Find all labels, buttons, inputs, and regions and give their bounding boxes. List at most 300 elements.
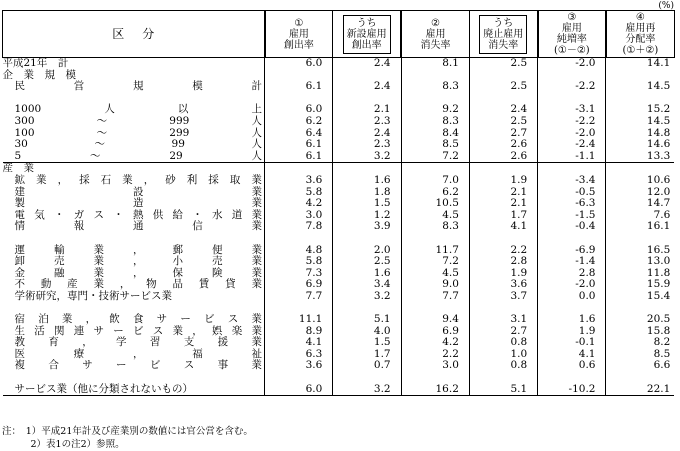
row-label-part: 5	[14, 149, 22, 162]
value-cell-col-5: 4.1	[538, 349, 606, 361]
header-col-5-line3: (①－②)	[553, 45, 590, 56]
value-cell-col-2: 3.2	[333, 291, 401, 303]
value-cell-col-4: 2.5	[469, 116, 537, 128]
row-label-char: ，	[133, 255, 144, 268]
row-label	[3, 233, 265, 245]
value-cell-col-4: 0.8	[469, 337, 537, 349]
value-cell-col-6: 13.0	[646, 255, 671, 268]
table-row	[3, 210, 675, 222]
row-label-part: 以	[177, 103, 189, 116]
value-cell-col-3: 8.3	[401, 221, 469, 233]
row-label-char: 民	[14, 80, 25, 93]
value-cell-col-4: 1.9	[469, 175, 537, 187]
row-label	[3, 151, 265, 163]
value-cell-col-5: -1.1	[538, 151, 606, 163]
row-label-char: 電	[14, 208, 25, 221]
row-label-char: 規	[133, 80, 144, 93]
value-cell-col-4: 2.5	[469, 58, 537, 70]
row-label-char: 採	[208, 173, 219, 186]
value-cell-col-1: 6.3	[265, 349, 333, 361]
value-cell-col-6: 14.5	[646, 114, 671, 127]
value-cell-col-6: 14.7	[646, 197, 671, 210]
value-cell-col-5: -2.2	[538, 81, 606, 93]
value-cell-col-3: 7.2	[401, 256, 469, 268]
row-label-char: 供	[152, 208, 164, 221]
value-cell-col-4: 1.0	[469, 349, 537, 361]
row-label-char: 泊	[38, 313, 49, 326]
header-col-5	[538, 11, 606, 58]
row-label-text	[3, 360, 265, 372]
value-cell-col-1: 4.1	[265, 337, 333, 349]
row-label-char: 石	[100, 173, 112, 186]
table-row	[3, 187, 675, 199]
header-col-4-frame	[479, 15, 527, 54]
row-label-char: 品	[172, 278, 183, 291]
table-row	[3, 349, 675, 361]
row-label-text: サービス業（他に分類されないもの）	[14, 382, 193, 395]
header-col-3	[401, 11, 469, 58]
value-cell-col-1	[265, 233, 333, 245]
blank-row	[3, 372, 675, 384]
row-label	[3, 128, 265, 140]
value-cell-col-2: 1.5	[333, 337, 401, 349]
value-cell-col-1: 5.8	[265, 187, 333, 199]
row-label-char: 業	[93, 266, 104, 279]
header-col-3-line1: 雇用	[425, 28, 446, 40]
value-cell-col-2: 2.4	[333, 58, 401, 70]
value-cell-col-2: 2.5	[333, 256, 401, 268]
row-label-text	[3, 221, 265, 233]
row-label-char: 信	[192, 220, 203, 233]
row-label-char: 飲	[109, 313, 120, 326]
value-cell-col-4: 2.4	[469, 104, 537, 116]
row-label-char: 運	[14, 243, 25, 256]
row-label-char: 業	[251, 173, 262, 186]
value-cell-col-3	[401, 163, 469, 175]
value-cell-col-6: 7.6	[653, 208, 671, 221]
value-cell-col-3: 4.5	[401, 210, 469, 222]
value-cell-col-4: 2.2	[469, 245, 537, 257]
table-row	[3, 116, 675, 128]
note-1: 注： 1）平成21年計及び産業別の数値には官公営を含む。	[2, 426, 253, 437]
value-cell-col-3: 10.5	[401, 198, 469, 210]
row-label-part: 30	[14, 138, 28, 151]
value-cell-col-3: 4.5	[401, 268, 469, 280]
value-cell-col-1: 3.0	[265, 210, 333, 222]
row-label-char: 小	[172, 255, 183, 268]
value-cell-col-3	[401, 93, 469, 105]
row-label-char: 動	[40, 278, 52, 291]
header-col-1-line2: 創出率	[283, 39, 314, 51]
value-cell-col-2: 2.3	[333, 139, 401, 151]
header-col-6-line1: 雇用再	[625, 23, 656, 34]
row-label-char: 卸	[14, 255, 25, 268]
value-cell-col-5: -6.9	[538, 245, 606, 257]
row-label-char: ビ	[149, 359, 161, 372]
row-label-char: 楽	[231, 324, 243, 337]
value-cell-col-5: -3.4	[538, 175, 606, 187]
row-label-char: 通	[133, 220, 144, 233]
row-label-text	[3, 128, 265, 140]
row-label-char: 営	[73, 80, 85, 93]
row-label	[3, 372, 265, 384]
value-cell-col-4: 2.6	[469, 151, 537, 163]
row-label-text	[3, 175, 265, 187]
row-label-part: 人	[251, 114, 262, 127]
value-cell-col-4	[469, 302, 537, 314]
value-cell-col-1: 6.4	[265, 128, 333, 140]
value-cell-col-3: 8.3	[401, 81, 469, 93]
header-col-2-line1: うち	[356, 17, 377, 29]
row-label-char: 業	[251, 185, 262, 198]
header-col-1	[265, 11, 333, 58]
value-cell-col-5	[538, 70, 606, 82]
value-cell-col-4: 2.7	[469, 326, 537, 338]
value-cell-col-5: 1.6	[538, 314, 606, 326]
row-label-char: 造	[133, 197, 144, 210]
row-label-part: ～	[94, 138, 105, 151]
row-label-char: ，	[57, 173, 69, 186]
row-label-char: 業	[61, 313, 73, 326]
blank-row	[3, 93, 675, 105]
row-label	[3, 256, 265, 268]
value-cell-col-6	[606, 233, 674, 245]
header-col-6-line2: 分配率	[625, 34, 656, 45]
row-label-char: 業	[251, 243, 262, 256]
header-col-2-line2: 新設雇用	[346, 28, 387, 40]
value-cell-col-1: 8.9	[265, 326, 333, 338]
value-cell-col-6: 11.8	[646, 266, 671, 279]
value-cell-col-1: 4.2	[265, 198, 333, 210]
row-label	[3, 291, 265, 303]
value-cell-col-2	[333, 372, 401, 384]
header-label: 区分	[3, 11, 265, 58]
row-label-char: 教	[14, 336, 25, 349]
header-col-1-num: ①	[294, 17, 304, 29]
unit-label: (%)	[658, 1, 674, 11]
row-label-char: 便	[212, 243, 223, 256]
row-label-part: 1000	[14, 103, 42, 116]
row-label-char: 給	[172, 208, 183, 221]
value-cell-col-2: 1.2	[333, 210, 401, 222]
value-cell-col-6: 14.1	[646, 57, 671, 69]
value-cell-col-1	[265, 70, 333, 82]
row-label-text	[3, 151, 265, 163]
row-label-char: 業	[251, 266, 262, 279]
value-cell-col-2: 3.2	[333, 151, 401, 163]
value-cell-col-6: 16.1	[646, 220, 671, 233]
value-cell-col-1: 6.9	[265, 279, 333, 291]
value-cell-col-1: 6.1	[265, 139, 333, 151]
value-cell-col-3: 11.7	[401, 245, 469, 257]
row-label-char: 業	[122, 173, 133, 186]
value-cell-col-1: 4.8	[265, 245, 333, 257]
row-label-char: 業	[251, 359, 262, 372]
row-label-text: 企 業 規 模	[2, 68, 76, 81]
row-label-char: ス	[152, 324, 164, 337]
value-cell-col-5: -0.5	[538, 187, 606, 199]
row-label-char: 郵	[172, 243, 183, 256]
value-cell-col-2: 1.6	[333, 268, 401, 280]
row-label-char: 利	[186, 173, 198, 186]
value-cell-col-5: -2.0	[538, 279, 606, 291]
row-label-part: 上	[251, 103, 262, 116]
row-label-char: 医	[14, 347, 25, 360]
row-label-part: 人	[104, 103, 115, 116]
value-cell-col-5: -0.4	[538, 221, 606, 233]
table-row	[3, 291, 675, 303]
value-cell-col-3: 4.2	[401, 337, 469, 349]
row-label-char: 製	[14, 197, 25, 210]
row-label-text: 平成21年 計	[2, 57, 69, 69]
row-label	[3, 360, 265, 372]
row-label-char: サ	[93, 324, 104, 337]
header-col-5-line2: 純増率	[556, 34, 587, 45]
row-label-char: ス	[227, 313, 239, 326]
value-cell-col-4	[469, 93, 537, 105]
row-label-char: ・	[113, 208, 124, 221]
value-cell-col-6: 22.1	[606, 384, 674, 396]
row-label-char: 食	[132, 313, 144, 326]
row-label-char: 娯	[212, 324, 223, 337]
row-label-char: 業	[251, 220, 262, 233]
table-row	[3, 337, 675, 349]
row-label-char: 賃	[198, 278, 210, 291]
row-label-char: サ	[82, 359, 93, 372]
row-label-char: 保	[172, 266, 183, 279]
value-cell-col-5: 0.0	[538, 291, 606, 303]
row-label-char: ビ	[204, 313, 215, 326]
row-label-char: ス	[93, 208, 104, 221]
value-cell-col-4: 2.6	[469, 139, 537, 151]
header-col-4-line2: 廃止雇用	[483, 28, 524, 40]
row-label-char: 熱	[133, 208, 144, 221]
value-cell-col-1: 6.0	[265, 104, 333, 116]
row-label-part: 人	[251, 138, 262, 151]
row-label-char: 業	[93, 243, 104, 256]
value-cell-col-4	[469, 70, 537, 82]
row-label-char: 輸	[54, 243, 65, 256]
value-cell-col-6: 14.8	[646, 126, 671, 139]
header-col-3-line2: 消失率	[420, 39, 451, 51]
value-cell-col-4: 2.8	[469, 256, 537, 268]
row-label	[3, 81, 265, 93]
value-cell-col-4: 2.7	[469, 128, 537, 140]
row-label-text	[3, 116, 265, 128]
row-label-char: ，	[82, 336, 93, 349]
row-label-text	[3, 104, 265, 116]
value-cell-col-3: 6.9	[401, 326, 469, 338]
header-col-6-num: ④	[635, 12, 645, 23]
row-label-char: 計	[251, 80, 262, 93]
value-cell-col-5: -2.0	[538, 128, 606, 140]
row-label-char: 設	[133, 185, 144, 198]
row-label-part: 300	[14, 114, 35, 127]
value-cell-col-5	[538, 233, 606, 245]
value-cell-col-3: 9.0	[401, 279, 469, 291]
value-cell-col-6: 13.3	[646, 149, 671, 162]
row-label-char: 砂	[165, 173, 176, 186]
value-cell-col-3: 8.3	[401, 116, 469, 128]
value-cell-col-5: -3.1	[538, 104, 606, 116]
value-cell-col-5: -2.0	[538, 58, 606, 70]
value-cell-col-2: 1.5	[333, 198, 401, 210]
value-cell-col-6: 15.4	[646, 289, 671, 302]
row-label-part: 100	[14, 126, 35, 139]
table-row	[3, 326, 675, 338]
row-label-char: 支	[183, 336, 195, 349]
header-col-4	[469, 11, 537, 58]
value-cell-col-5: 2.8	[538, 268, 606, 280]
value-cell-col-6: 14.5	[646, 80, 671, 93]
table-row	[3, 70, 675, 82]
header-col-5-line1: 雇用	[561, 23, 582, 34]
table-row	[3, 221, 675, 233]
value-cell-col-2: 5.1	[333, 314, 401, 326]
value-cell-col-6: 15.9	[646, 278, 671, 291]
value-cell-col-3: 2.2	[401, 349, 469, 361]
value-cell-col-4: 2.1	[469, 198, 537, 210]
value-cell-col-6: 15.2	[646, 103, 671, 116]
row-label	[3, 314, 265, 326]
row-label-char: 業	[251, 197, 262, 210]
row-label-char: 合	[48, 359, 59, 372]
value-cell-col-3: 8.4	[401, 128, 469, 140]
row-label-part: ～	[96, 126, 108, 139]
header-col-2-line3: 創出率	[351, 39, 382, 51]
value-cell-col-1: 5.8	[265, 256, 333, 268]
row-label-part: 人	[251, 149, 262, 162]
row-label-char: 祉	[251, 347, 262, 360]
value-cell-col-1	[265, 163, 333, 175]
data-table	[2, 10, 675, 396]
row-label-char: ー	[116, 359, 127, 372]
row-label-char: 業	[251, 313, 262, 326]
value-cell-col-2: 4.0	[333, 326, 401, 338]
blank-row	[3, 233, 675, 245]
row-label-char: ，	[192, 324, 203, 337]
row-label-part: 人	[251, 126, 262, 139]
value-cell-col-5: -0.1	[538, 337, 606, 349]
value-cell-col-1: 6.1	[265, 151, 333, 163]
row-label	[3, 104, 265, 116]
table-row	[3, 198, 675, 210]
row-label-char: 複	[14, 359, 25, 372]
value-cell-col-1: 7.8	[265, 221, 333, 233]
row-label-char: 業	[93, 278, 104, 291]
row-label-char: 物	[146, 278, 157, 291]
value-cell-col-3	[401, 70, 469, 82]
row-label-char: 援	[217, 336, 229, 349]
value-cell-col-3: 6.2	[401, 187, 469, 199]
value-cell-col-6: 20.5	[646, 313, 671, 326]
value-cell-col-2: 3.4	[333, 279, 401, 291]
row-label-char: 売	[212, 255, 223, 268]
row-label-text: 学術研究，専門・技術サービス業	[14, 289, 172, 302]
row-label-char: 取	[229, 173, 241, 186]
value-cell-col-1: 6.0	[265, 384, 333, 396]
value-cell-col-4: 5.1	[469, 384, 537, 396]
row-label-char: 水	[212, 208, 223, 221]
header-col-2	[333, 11, 401, 58]
row-label-char: 関	[54, 324, 65, 337]
value-cell-col-3: 7.2	[401, 151, 469, 163]
row-label-char: 業	[251, 208, 262, 221]
value-cell-col-6: 16.5	[646, 243, 671, 256]
value-cell-col-6: 8.2	[653, 336, 671, 349]
row-label-char: 業	[251, 336, 262, 349]
value-cell-col-6	[606, 372, 674, 384]
value-cell-col-2: 1.7	[333, 349, 401, 361]
row-label-char: 生	[14, 324, 25, 337]
value-cell-col-1: 6.1	[265, 81, 333, 93]
row-label-part: 29	[169, 149, 183, 162]
row-label-char: ，	[119, 278, 131, 291]
table-row	[3, 360, 675, 372]
value-cell-col-5: -10.2	[538, 384, 606, 396]
header-col-3-num: ②	[431, 17, 440, 29]
row-label-char: 建	[14, 185, 25, 198]
row-label-char: ガ	[73, 208, 85, 221]
row-label-char: 道	[231, 208, 243, 221]
row-label-char: ー	[180, 313, 191, 326]
header-col-1-line1: 雇用	[288, 28, 309, 40]
value-cell-col-1: 11.1	[265, 314, 333, 326]
value-cell-col-3	[401, 372, 469, 384]
row-label-char: 業	[251, 324, 262, 337]
value-cell-col-4: 2.1	[469, 187, 537, 199]
row-label-char: 情	[14, 220, 25, 233]
value-cell-col-5: 0.6	[538, 360, 606, 372]
table-row	[3, 314, 675, 326]
value-cell-col-5: -2.4	[538, 139, 606, 151]
value-cell-col-5	[538, 302, 606, 314]
row-label-char: 気	[34, 208, 45, 221]
table-row	[3, 151, 675, 163]
value-cell-col-1	[265, 93, 333, 105]
value-cell-col-4: 3.7	[469, 291, 537, 303]
row-label-part: ～	[96, 114, 108, 127]
row-label-char: 業	[93, 255, 104, 268]
row-label-char: 業	[172, 324, 183, 337]
value-cell-col-1: 3.6	[265, 360, 333, 372]
value-cell-col-2: 0.7	[333, 360, 401, 372]
row-label-char: 連	[73, 324, 85, 337]
value-cell-col-3	[401, 233, 469, 245]
row-label	[3, 58, 265, 70]
notes	[2, 425, 253, 451]
row-label-char: ，	[85, 313, 97, 326]
value-cell-col-6: 6.6	[653, 359, 671, 372]
row-label-char: 福	[192, 347, 203, 360]
value-cell-col-4: 3.1	[469, 314, 537, 326]
value-cell-col-2: 2.3	[333, 116, 401, 128]
header-col-4-line1: うち	[493, 17, 514, 29]
value-cell-col-4: 1.9	[469, 268, 537, 280]
row-label-text	[3, 256, 265, 268]
row-label-part: 999	[169, 114, 190, 127]
row-label-char: 険	[212, 266, 223, 279]
row-label-char: 学	[116, 336, 127, 349]
row-label-char: 療	[73, 347, 85, 360]
value-cell-col-2: 2.4	[333, 128, 401, 140]
table-header	[3, 11, 675, 58]
row-label-char: 報	[73, 220, 85, 233]
value-cell-col-6: 8.5	[653, 347, 671, 360]
row-label-text	[3, 139, 265, 151]
value-cell-col-1: 6.2	[265, 116, 333, 128]
row-label-char: 売	[54, 255, 65, 268]
